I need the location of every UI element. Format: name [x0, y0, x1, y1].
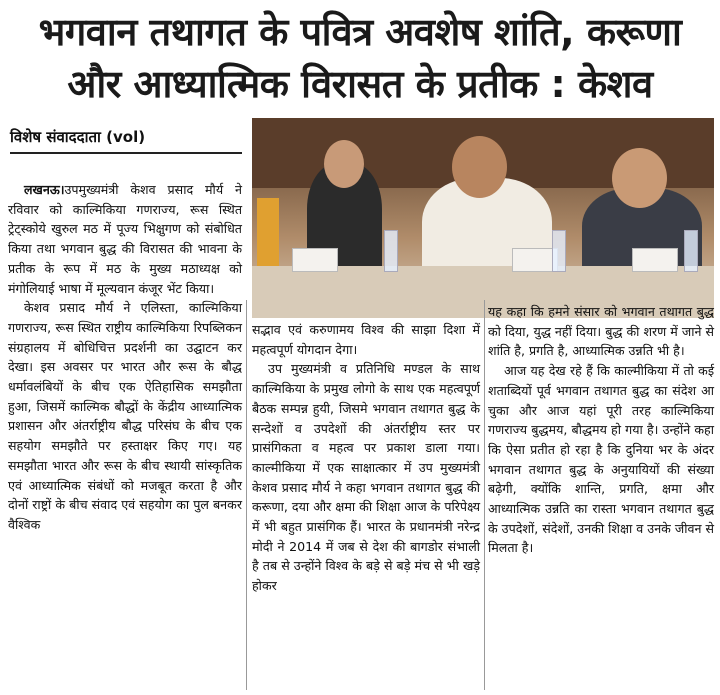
article-column-1 — [8, 180, 242, 690]
water-bottle — [384, 230, 398, 272]
byline-rule — [10, 152, 242, 154]
news-photo — [252, 118, 714, 318]
column-divider — [246, 300, 247, 690]
byline: विशेष संवाददाता (vol) — [10, 128, 146, 146]
flag — [257, 198, 279, 268]
paragraph: सद्भाव एवं करुणामय विश्व की साझा दिशा में महत्वपूर्ण योगदान देगा। — [252, 322, 480, 357]
paragraph: उप मुख्यमंत्री व प्रतिनिधि मण्डल के साथ काल्मिकिया के प्रमुख लोगो के साथ एक महत्वपूर्ण बैठक सम्पन्न हुयी, जिसमे भगवान तथागत बुद्ध के सन्देशों व उपदेशों की अंतर्राष्ट्रीय स्तर पर प्रासंगिकता व महत्व पर प्रकाश डाला गया। काल्मीकिया में एक साक्षात्कार में उप मुख्यमंत्री केशव प्रसाद मौर्य ने कहा भगवान तथागत बुद्ध की करूणा, दया और क्षमा की शिक्षा आज के परिपेक्ष्य में भी बहुत प्रासंगिक हैं। भारत के प्रधानमंत्री नरेन्द्र मोदी ने 2014 में जब से देश की बागडोर संभाली है तब से उन्होंने विश्व के बड़े से बड़े मंच से भी खड़े होकर — [252, 361, 480, 594]
article-column-3 — [488, 302, 714, 690]
water-bottle — [684, 230, 698, 272]
dateline: लखनऊ। — [24, 182, 65, 197]
column-divider — [484, 300, 485, 690]
paragraph: यह कहा कि हमने संसार को भगवान तथागत बुद्ध को दिया, युद्ध नहीं दिया। बुद्ध की शरण में जाने से शांति है, प्रगति है, आध्यात्मिक उन्नति भी है। — [488, 304, 714, 359]
article-column-2 — [252, 320, 480, 690]
paragraph — [8, 180, 242, 298]
paragraph: आज यह देख रहे हैं कि काल्मीकिया में तो कई शताब्दियों पूर्व भगवान तथागत बुद्ध का संदेश आ चुका और आज यहां पूरी तरह काल्मिकिया गणराज्य बुद्धमय, बौद्धमय हो गया है। उन्होंने कहा कि ऐसा प्रतीत हो रहा है कि दुनिया भर के अंदर भगवान तथागत बुद्ध के अनुयायियों की संख्या बढ़ेगी, क्योंकि शान्ति, प्रगति, क्षमा और आध्यात्मिक उन्नति का रास्ता भगवान तथागत बुद्ध के उपदेशों, संदेशों, उनकी शिक्षा व उनके जीवन से मिलता है। — [488, 363, 714, 556]
headline-line-2: और आध्यात्मिक विरासत के प्रतीक : केशव — [67, 62, 653, 106]
headline-line-1: भगवान तथागत के पवित्र अवशेष शांति, करूणा — [38, 10, 682, 54]
water-bottle — [552, 230, 566, 272]
paragraph: केशव प्रसाद मौर्य ने एलिस्ता, काल्मिकिया गणराज्य, रूस स्थित राष्ट्रीय काल्मिकिया रिपब्लिकन संग्रहालय में बोधिचित्त प्रदर्शनी का उद्घाटन कर देखा। इस अवसर पर भारत और रूस के बौद्ध धर्मावलंबियों के बीच एक ऐतिहासिक समझौता हुआ, जिसमें काल्मिक बौद्धों के केंद्रीय आध्यात्मिक प्रशासन और अंतर्राष्ट्रीय बौद्ध परिसंघ के बीच एक सहयोग समझौते पर हस्ताक्षर किए गए। यह समझौता भारत और रूस के बीच स्थायी सांस्कृतिक एवं आध्यात्मिक संबंधों को मजबूत करता है और दोनों राष्ट्रों के बीच संवाद एवं सहयोग का पुल बनकर वैश्विक — [8, 300, 242, 532]
paragraph-text: उपमुख्यमंत्री केशव प्रसाद मौर्य ने रविवार को काल्मिकिया गणराज्य, रूस स्थित ट्रेट्स्कोये खुरुल मठ में पूज्य भिक्षुगण को संबोधित किया तथा भगवान बुद्ध की विरासत की भावना के प्रतीक के रूप में मठ के मुख्य मठाध्यक्ष को मंगोलियाई भाषा में मूल्यवान कंजूर भेंट किया। — [8, 182, 242, 296]
name-card — [632, 248, 678, 272]
person-woman-head — [324, 140, 364, 188]
person-center-head — [452, 136, 507, 198]
name-card — [292, 248, 338, 272]
headline — [0, 0, 720, 118]
person-right-head — [612, 148, 667, 208]
